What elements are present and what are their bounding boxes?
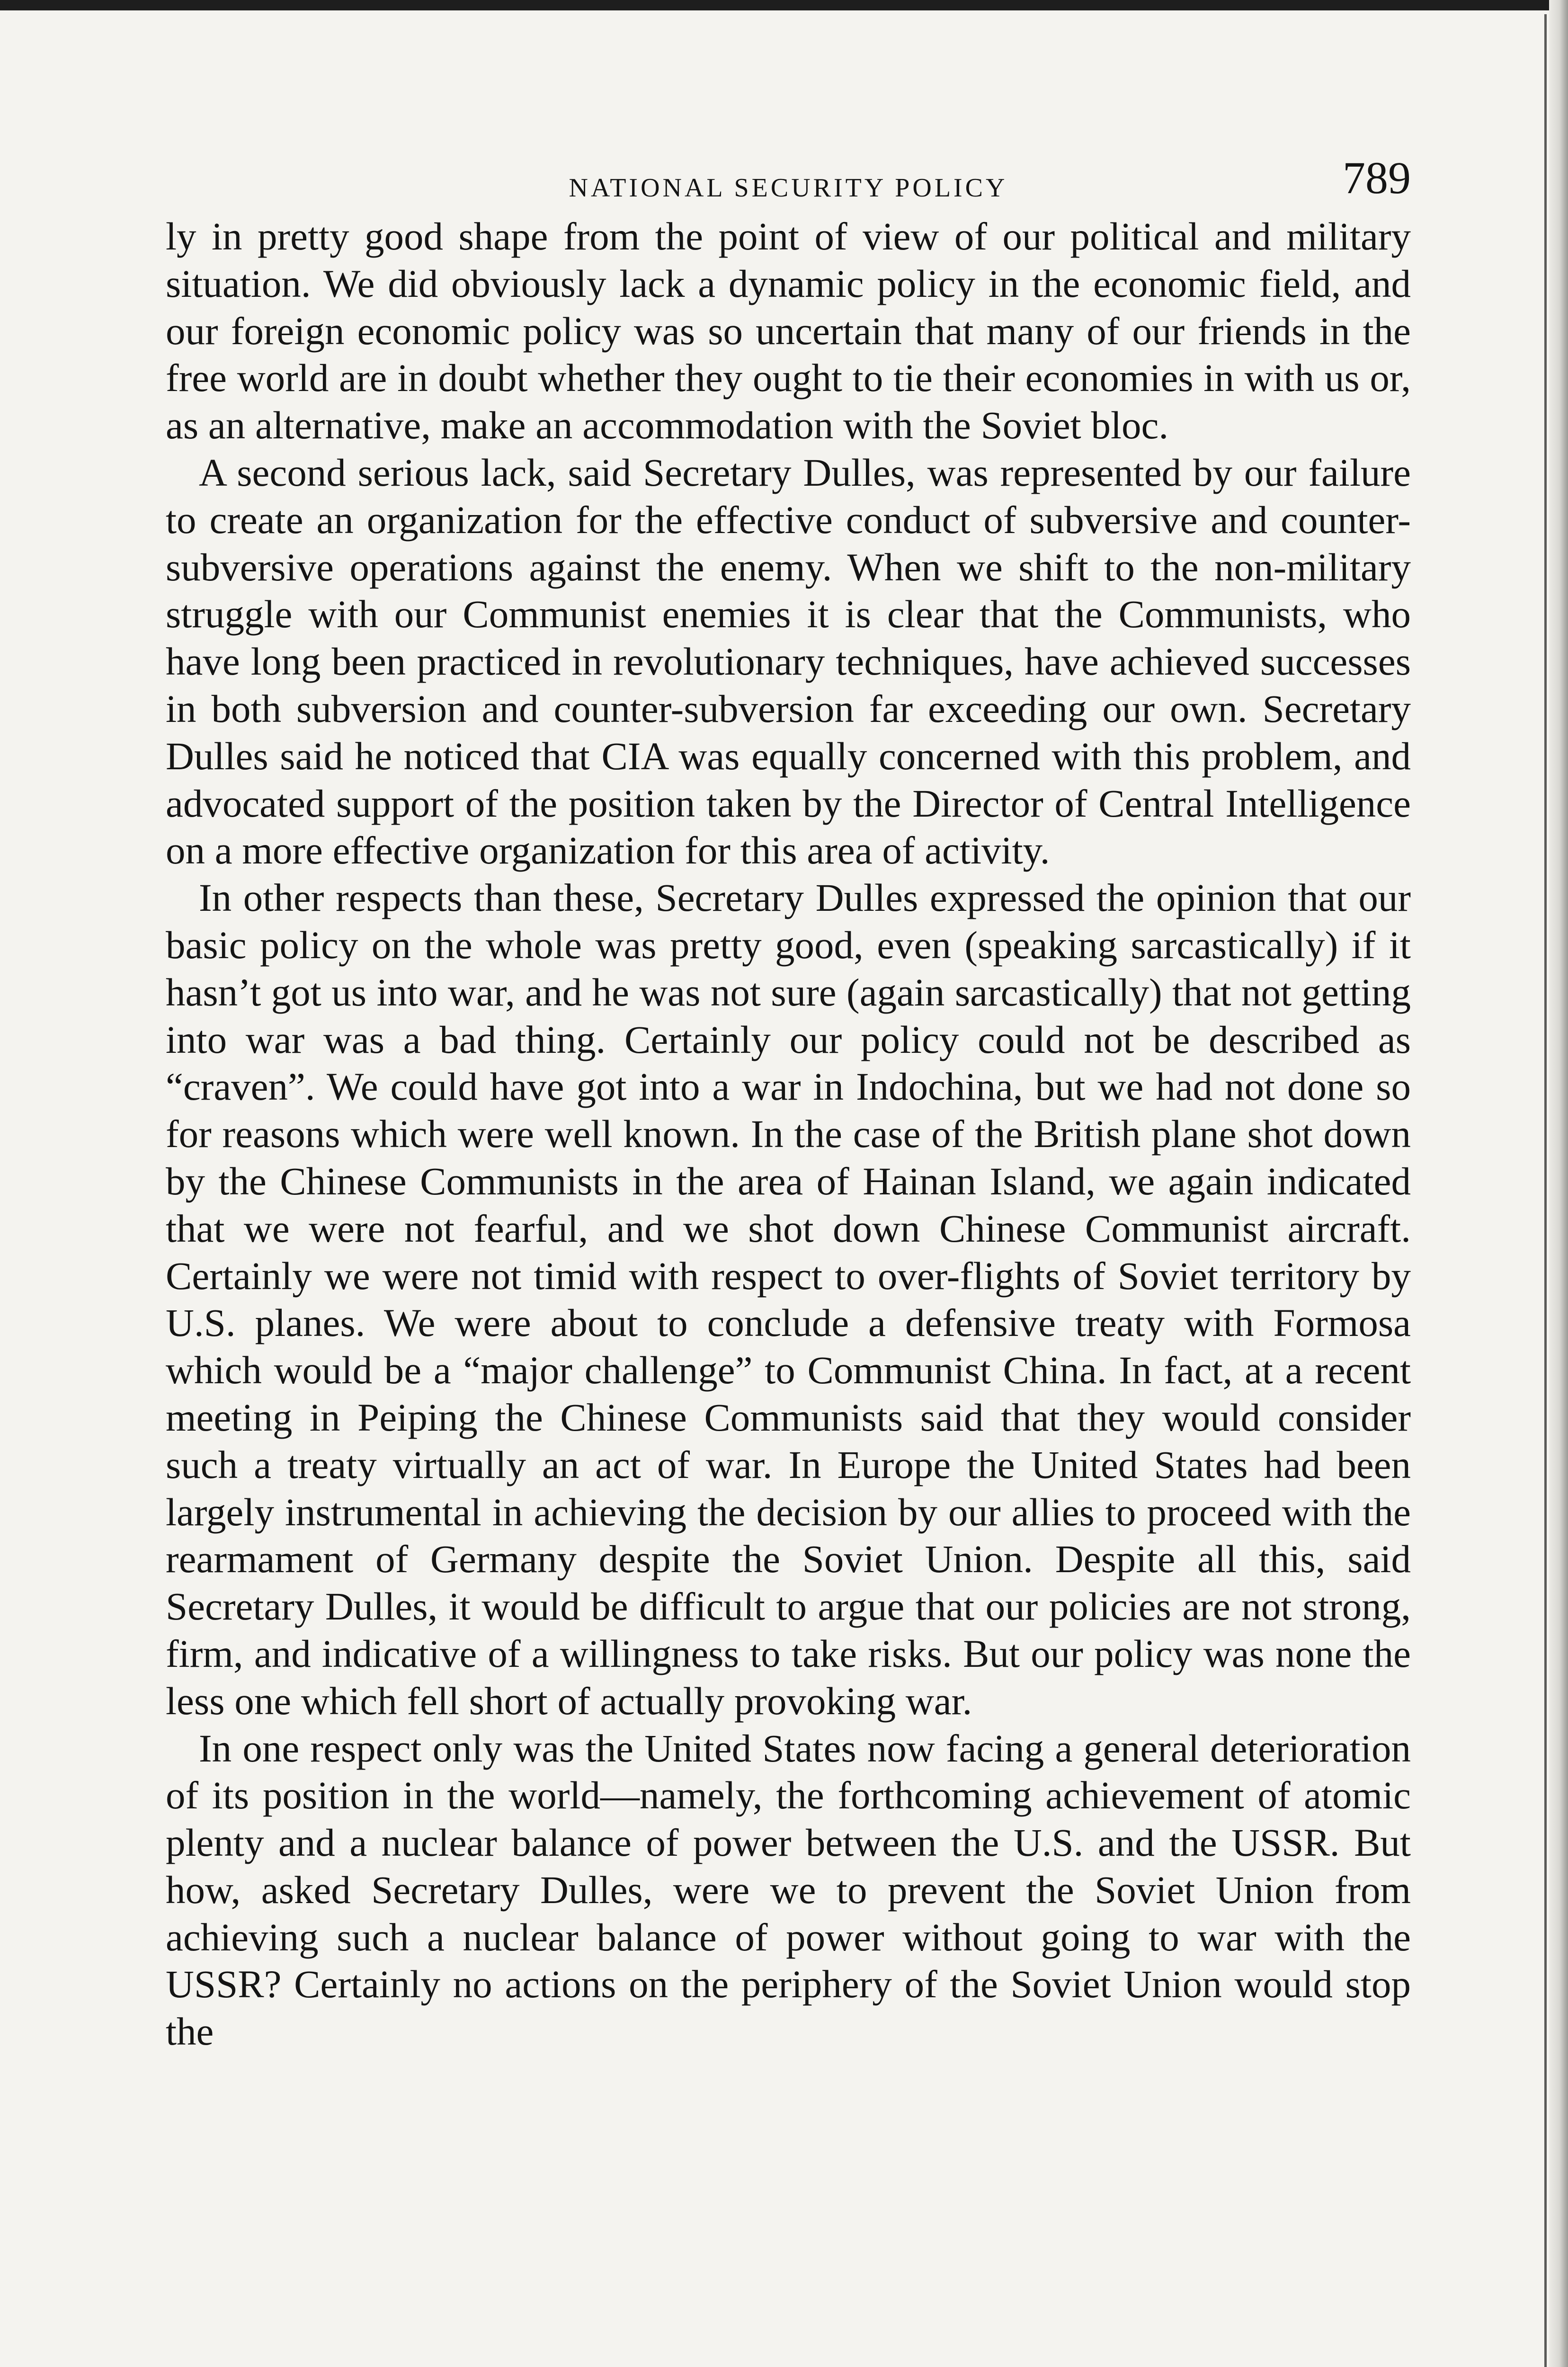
document-page [166, 147, 1411, 2056]
top-scan-border [0, 0, 1568, 10]
paragraph-continuation: ly in pretty good shape from the point of view of our political and military situation. We did obviously lack a dynamic policy in the economic field, and our foreign economic policy was so uncertain that many of our friends in the free world are in doubt whether they ought to tie their economies in with us or, as an alternative, make an accommodation with the Soviet bloc. [166, 214, 1411, 447]
running-head: NATIONAL SECURITY POLICY [569, 173, 1008, 203]
paragraph-nuclear-balance: In one respect only was the United States now facing a general deterioration of its position in the world—namely, the forthcoming achievement of atomic plenty and a nuclear balance of power between the U.S. and the USSR. But how, asked Secretary Dulles, were we to prevent the Soviet Union from achieving such a nuclear balance of power without going to war with the USSR? Certainly no actions on the periphery of the Soviet Union would stop the [166, 1726, 1411, 2054]
paragraph-subversive-operations: A second serious lack, said Secretary Dulles, was represented by our failure to create an organization for the effective conduct of subversive and counter-subversive operations against the enemy. When we shift to the non-military struggle with our Communist enemies it is clear that the Communists, who have long been practiced in revolutionary techniques, have achieved successes in both subversion and counter-subversion far exceeding our own. Secretary Dulles said he noticed that CIA was equally concerned with this problem, and advocated support of the position taken by the Director of Central Intelligence on a more effective organization for this area of activity. [166, 450, 1411, 872]
page-header [166, 147, 1411, 213]
page-number: 789 [1343, 152, 1411, 203]
body-text [166, 213, 1411, 2056]
paragraph-basic-policy: In other respects than these, Secretary Dulles expressed the opinion that our basic policy on the whole was pretty good, even (speaking sarcastically) if it hasn’t got us into war, and he was not sure (again sarcastically) that not getting into war was a bad thing. Certainly our policy could not be described as “craven”. We could have got into a war in Indochina, but we had not done so for reasons which were well known. In the case of the British plane shot down by the Chinese Communists in the area of Hainan Island, we again indicated that we were not fearful, and we shot down Chinese Communist aircraft. Certainly we were not timid with respect to over-flights of Soviet territory by U.S. planes. We were about to conclude a defensive treaty with Formosa which would be a “major challenge” to Communist China. In fact, at a recent meeting in Peiping the Chinese Communists said that they would consider such a treaty virtually an act of war. In Europe the United States had been largely instrumental in achieving the decision by our allies to proceed with the rearmament of Germany despite the Soviet Union. Despite all this, said Secretary Dulles, it would be difficult to argue that our policies are not strong, firm, and indicative of a willingness to take risks. But our policy was none the less one which fell short of actually provoking war. [166, 876, 1411, 1723]
binding-line [1544, 14, 1547, 2367]
page-edge-shadow [1549, 0, 1568, 2367]
